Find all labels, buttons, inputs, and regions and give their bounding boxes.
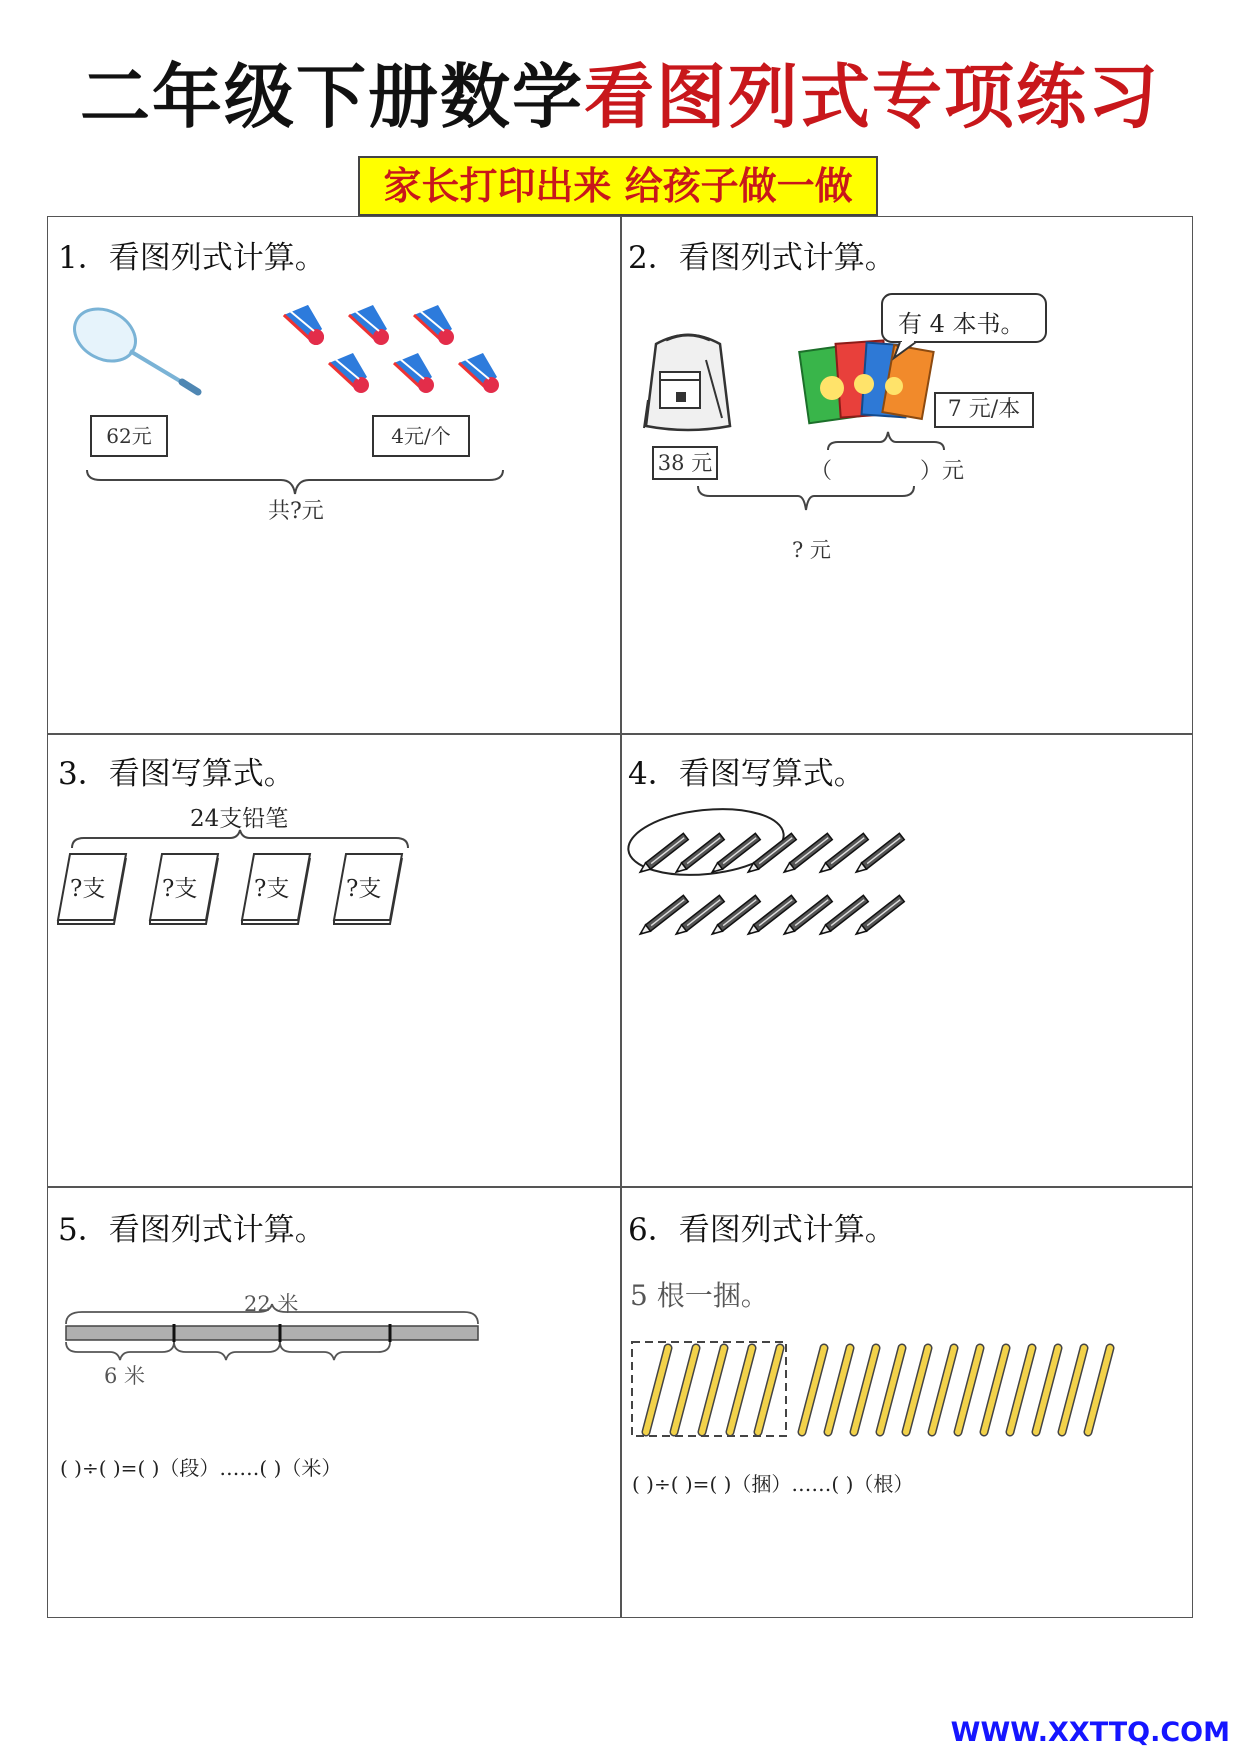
sticks-bundle-icon <box>630 1340 1130 1440</box>
stick-icon <box>984 1348 1006 1432</box>
stick-icon <box>646 1348 668 1432</box>
stick-icon <box>932 1348 954 1432</box>
pencils-group-icon <box>628 808 908 938</box>
q2-total-label: ? 元 <box>792 538 831 562</box>
q3-title: 3．看图写算式。 <box>58 756 295 792</box>
stick-icon <box>958 1348 980 1432</box>
stick-icon <box>1062 1348 1084 1432</box>
speech-bubble-text: 有 4 本书。 <box>898 310 1025 338</box>
stick-icon <box>758 1348 780 1432</box>
instruction-banner: 家长打印出来 给孩子做一做 <box>358 156 878 216</box>
stick-icon <box>674 1348 696 1432</box>
q5-total-label: 22 米 <box>244 1292 299 1316</box>
pencil-box-label: ?支 <box>254 876 290 902</box>
stick-icon <box>1036 1348 1058 1432</box>
q3-total-label: 24支铅笔 <box>190 806 289 832</box>
blank-right-unit: ）元 <box>920 459 965 484</box>
q2-title: 2．看图列式计算。 <box>628 240 896 276</box>
q6-title: 6．看图列式计算。 <box>628 1212 896 1248</box>
footer-site-link[interactable]: WWW.XXTTQ.COM <box>950 1717 1230 1748</box>
bag-price-box: 38 元 <box>652 446 718 480</box>
page-title <box>0 52 1240 142</box>
q1-total-label: 共?元 <box>268 499 324 524</box>
pencil-box-label: ?支 <box>70 876 106 902</box>
stick-icon <box>1010 1348 1032 1432</box>
grid-divider-row2 <box>47 1186 1193 1188</box>
schoolbag-icon <box>636 330 740 434</box>
title-red-part: 看图列式专项练习 <box>584 56 1160 138</box>
racket-price-box: 62元 <box>90 415 168 457</box>
blank-left-paren: （ <box>810 459 833 484</box>
stick-icon <box>702 1348 724 1432</box>
stick-icon <box>880 1348 902 1432</box>
pencil-box-label: ?支 <box>346 876 382 902</box>
stick-icon <box>854 1348 876 1432</box>
stick-icon <box>906 1348 928 1432</box>
q3-brace <box>70 828 410 850</box>
q5-formula: ( )÷( )=( )（段）……( )（米） <box>60 1456 342 1480</box>
shuttle-price-box: 4元/个 <box>372 415 470 457</box>
q5-title: 5．看图列式计算。 <box>58 1212 326 1248</box>
badminton-racket-icon <box>70 305 210 400</box>
grid-divider-row1 <box>47 733 1193 735</box>
stick-icon <box>828 1348 850 1432</box>
pencil-box-label: ?支 <box>162 876 198 902</box>
q2-total-brace <box>696 484 916 514</box>
shuttlecocks-icon <box>280 305 520 410</box>
book-price-box: 7 元/本 <box>934 392 1034 428</box>
q6-formula: ( )÷( )=( )（捆）……( )（根） <box>632 1472 914 1496</box>
stick-icon <box>730 1348 752 1432</box>
stick-icon <box>802 1348 824 1432</box>
stick-icon <box>1088 1348 1110 1432</box>
grid-divider-vertical <box>620 216 622 1618</box>
books-brace <box>826 430 946 454</box>
q6-note: 5 根一捆。 <box>630 1279 769 1312</box>
q5-segment-label: 6 米 <box>104 1364 146 1388</box>
q1-title: 1．看图列式计算。 <box>58 240 326 276</box>
q4-title: 4．看图写算式。 <box>628 756 865 792</box>
title-black-part: 二年级下册数学 <box>80 56 584 138</box>
